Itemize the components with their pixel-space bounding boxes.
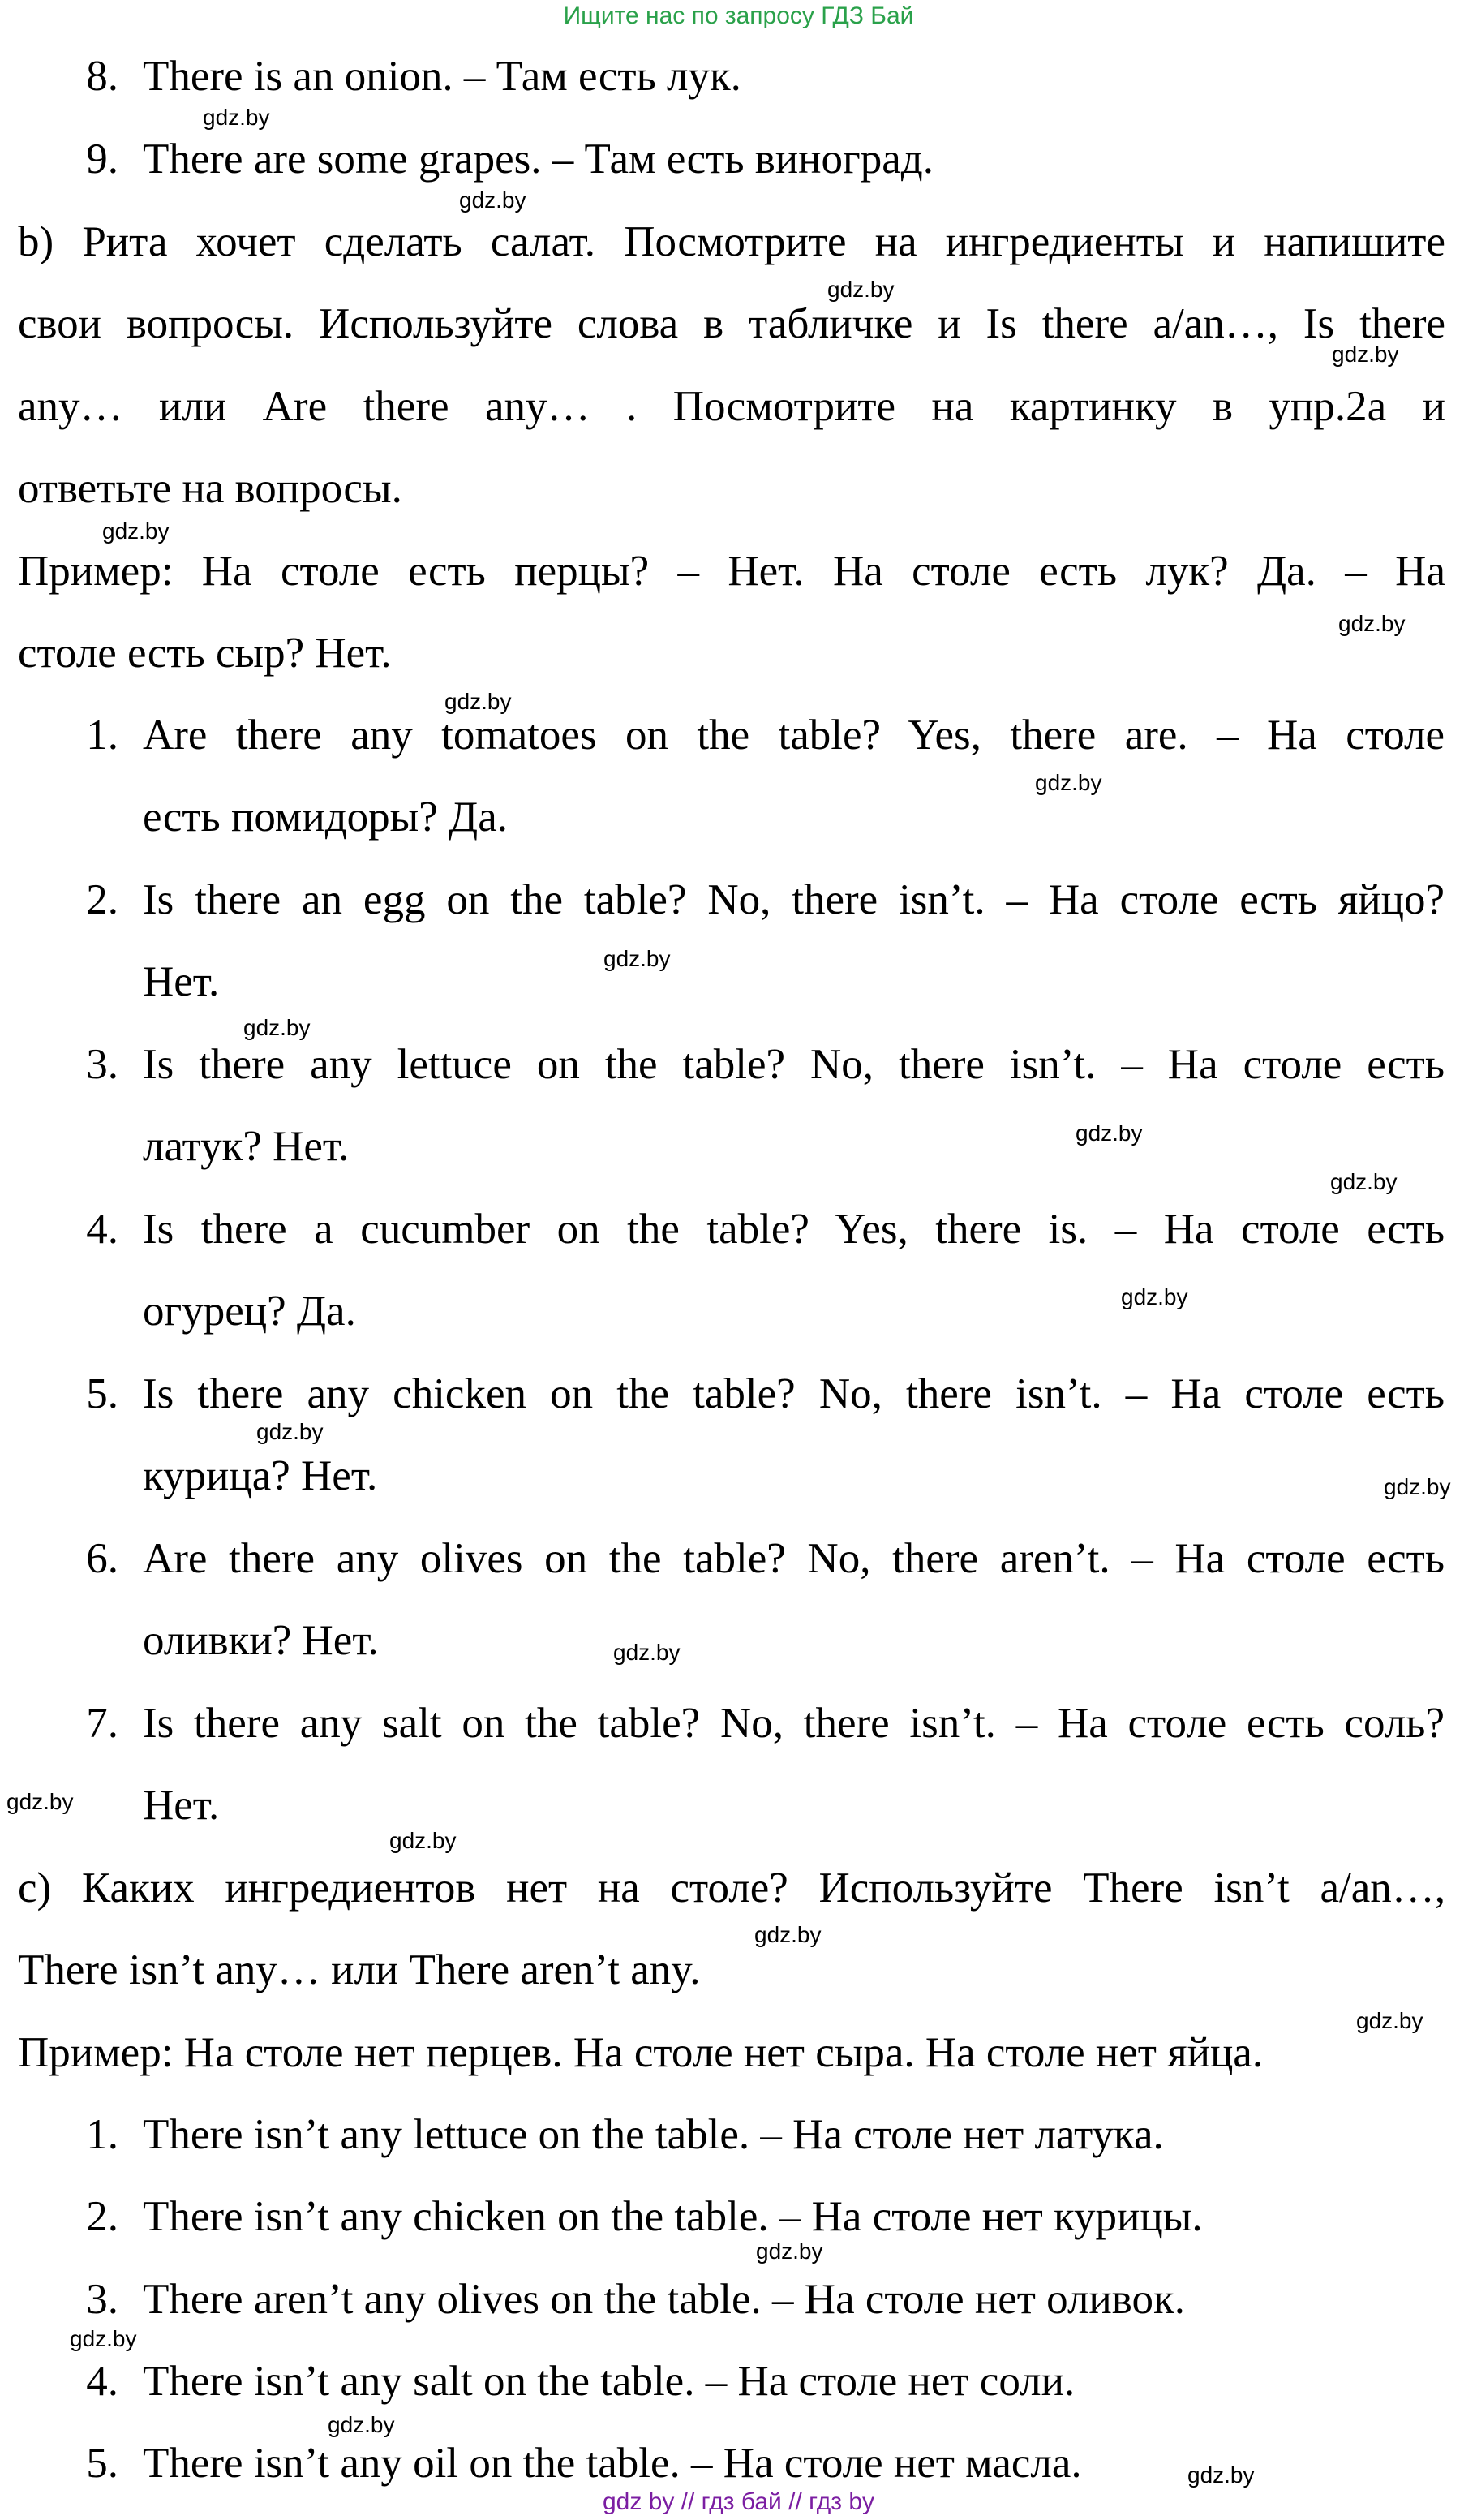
item-text: There aren’t any olives on the table. – На столе нет оливок. [143, 2276, 1185, 2323]
watermark: gdz.by [613, 1640, 681, 1665]
item-text: Is there any salt on the table? No, there isn’t. – На столе есть соль? [143, 1700, 1445, 1747]
watermark: gdz.by [389, 1828, 457, 1853]
watermark: gdz.by [459, 187, 526, 213]
item-number: 2. [86, 876, 118, 923]
item-text: There isn’t any salt on the table. – На столе нет соли. [143, 2358, 1076, 2405]
item-text: Is there an egg on the table? No, there isn’t. – На столе есть яйцо? [143, 876, 1445, 923]
section-c-heading: c) Каких ингредиентов нет на столе? Используйте There isn’t a/an…, [18, 1864, 1445, 1912]
item-number: 1. [86, 2111, 118, 2158]
item-text: Is there any chicken on the table? No, there isn’t. – На столе есть [143, 1370, 1445, 1417]
item-number: 8. [86, 53, 118, 100]
watermark: gdz.by [754, 1922, 822, 1947]
watermark: gdz.by [256, 1419, 324, 1444]
item-text: There isn’t any chicken on the table. – На столе нет курицы. [143, 2193, 1203, 2240]
watermark: gdz.by [827, 277, 895, 302]
item-text: оливки? Нет. [143, 1617, 379, 1664]
watermark: gdz.by [756, 2238, 823, 2264]
watermark: gdz.by [1187, 2462, 1255, 2488]
watermark: gdz.by [1332, 342, 1399, 367]
item-number: 6. [86, 1535, 118, 1582]
item-number: 3. [86, 2276, 118, 2323]
watermark: gdz.by [1121, 1284, 1188, 1309]
section-b-text: any… или Are there any… . Посмотрите на картинку в упр.2а и [18, 383, 1445, 430]
item-text: There are some grapes. – Там есть виноград. [143, 135, 934, 183]
source-banner[interactable]: Ищите нас по запросу ГДЗ Бай [563, 2, 914, 29]
item-text: огурец? Да. [143, 1288, 356, 1335]
section-b-text: свои вопросы. Используйте слова в табличке и Is there a/an…, Is there [18, 300, 1445, 347]
watermark: gdz.by [243, 1015, 311, 1040]
item-number: 9. [86, 135, 118, 183]
watermark: gdz.by [1338, 611, 1406, 636]
item-text: Нет. [143, 1782, 220, 1829]
item-number: 5. [86, 1370, 118, 1417]
watermark: gdz.by [444, 689, 512, 714]
watermark: gdz.by [1076, 1120, 1143, 1146]
watermark: gdz.by [102, 518, 170, 544]
item-number: 1. [86, 712, 118, 759]
item-text: есть помидоры? Да. [143, 793, 508, 841]
section-c-text: There isn’t any… или There aren’t any. [18, 1946, 701, 1993]
item-number: 4. [86, 1206, 118, 1253]
footer-links[interactable]: gdz by // гдз бай // гдз by [602, 2488, 875, 2515]
item-text: Are there any tomatoes on the table? Yes, there are. – На столе [143, 712, 1445, 759]
watermark: gdz.by [328, 2412, 395, 2437]
watermark: gdz.by [603, 946, 671, 971]
item-number: 4. [86, 2358, 118, 2405]
example-text: Пример: На столе нет перцев. На столе нет сыра. На столе нет яйца. [18, 2029, 1264, 2076]
item-number: 7. [86, 1700, 118, 1747]
item-text: There isn’t any lettuce on the table. – На столе нет латука. [143, 2111, 1164, 2158]
watermark: gdz.by [70, 2326, 137, 2351]
example-text: столе есть сыр? Нет. [18, 630, 392, 677]
example-text: Пример: На столе есть перцы? – Нет. На столе есть лук? Да. – На [18, 548, 1445, 595]
item-text: There is an onion. – Там есть лук. [143, 53, 741, 100]
section-b-text: ответьте на вопросы. [18, 465, 402, 512]
watermark: gdz.by [203, 105, 270, 130]
watermark: gdz.by [1330, 1169, 1398, 1194]
item-text: Is there a cucumber on the table? Yes, there is. – На столе есть [143, 1206, 1445, 1253]
watermark: gdz.by [6, 1789, 74, 1814]
watermark: gdz.by [1035, 770, 1102, 795]
item-text: Is there any lettuce on the table? No, there isn’t. – На столе есть [143, 1041, 1445, 1088]
item-text: Are there any olives on the table? No, there aren’t. – На столе есть [143, 1535, 1445, 1582]
watermark: gdz.by [1356, 2008, 1423, 2033]
item-text: курица? Нет. [143, 1452, 378, 1499]
item-text: латук? Нет. [143, 1123, 350, 1170]
item-text: There isn’t any oil on the table. – На столе нет масла. [143, 2440, 1082, 2487]
item-number: 5. [86, 2440, 118, 2487]
item-number: 2. [86, 2193, 118, 2240]
section-b-heading: b) Рита хочет сделать салат. Посмотрите на ингредиенты и напишите [18, 218, 1445, 265]
item-text: Нет. [143, 958, 220, 1005]
watermark: gdz.by [1384, 1474, 1451, 1499]
item-number: 3. [86, 1041, 118, 1088]
